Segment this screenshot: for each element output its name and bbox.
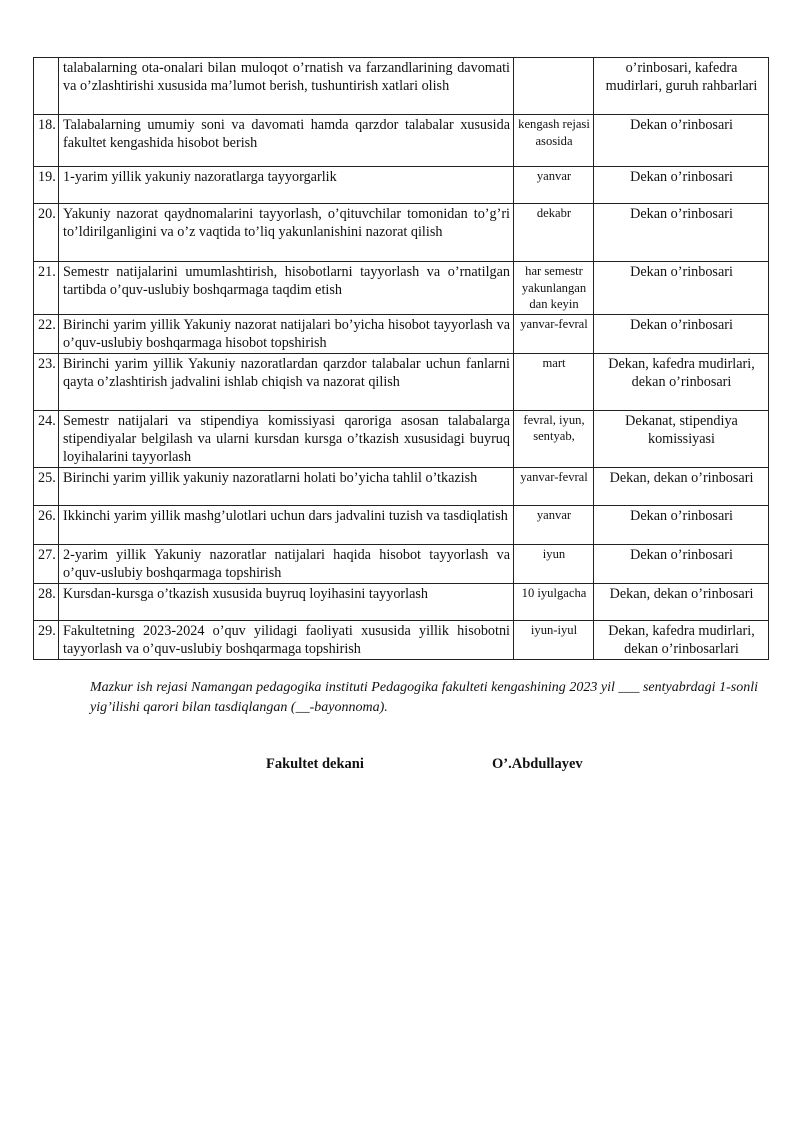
task-text: Ikkinchi yarim yillik mashg’ulotlari uchun dars jadvalini tuzish va tasdiqlatish bbox=[59, 505, 514, 544]
table-row bbox=[34, 167, 769, 204]
row-number: 28. bbox=[34, 583, 59, 620]
deadline: iyun-iyul bbox=[514, 620, 594, 659]
responsible: Dekan o’rinbosari bbox=[594, 262, 769, 315]
table-row bbox=[34, 262, 769, 315]
task-text: Semestr natijalari va stipendiya komissiyasi qaroriga asosan talabalarga stipendiyalar belgilash va ularni kursdan kursga o’tkazish xususidagi buyruq loyihalarini tayyorlash bbox=[59, 410, 514, 467]
responsible: Dekan o’rinbosari bbox=[594, 167, 769, 204]
row-number: 18. bbox=[34, 115, 59, 167]
responsible: Dekan o’rinbosari bbox=[594, 115, 769, 167]
task-text: Semestr natijalarini umumlashtirish, hisobotlarni tayyorlash va o’rnatilgan tartibda o’quv-uslubiy boshqarmaga taqdim etish bbox=[59, 262, 514, 315]
deadline: mart bbox=[514, 353, 594, 410]
responsible: Dekan, dekan o’rinbosari bbox=[594, 583, 769, 620]
responsible: Dekan, dekan o’rinbosari bbox=[594, 467, 769, 505]
table-row bbox=[34, 505, 769, 544]
work-plan-body bbox=[34, 58, 769, 660]
responsible: Dekan, kafedra mudirlari, dekan o’rinbosarlari bbox=[594, 620, 769, 659]
table-row bbox=[34, 314, 769, 353]
deadline: har semestr yakunlangan dan keyin bbox=[514, 262, 594, 315]
responsible: Dekan o’rinbosari bbox=[594, 204, 769, 262]
table-row bbox=[34, 410, 769, 467]
row-number: 20. bbox=[34, 204, 59, 262]
approval-note: Mazkur ish rejasi Namangan pedagogika instituti Pedagogika fakulteti kengashining 2023 yil ___ sentyabrdagi 1-sonli yig’ilishi qarori bilan tasdiqlangan (__-bayonnoma). bbox=[90, 680, 758, 715]
deadline: iyun bbox=[514, 544, 594, 583]
row-number: 25. bbox=[34, 467, 59, 505]
responsible: Dekan o’rinbosari bbox=[594, 544, 769, 583]
deadline: dekabr bbox=[514, 204, 594, 262]
table-row bbox=[34, 204, 769, 262]
task-text: Yakuniy nazorat qaydnomalarini tayyorlash, o’qituvchilar tomonidan to’g’ri to’ldirilganligini va o’z vaqtida to’liq yakunlanishini nazorat qilish bbox=[59, 204, 514, 262]
table-row bbox=[34, 583, 769, 620]
task-text: 1-yarim yillik yakuniy nazoratlarga tayyorgarlik bbox=[59, 167, 514, 204]
row-number bbox=[34, 58, 59, 115]
row-number: 27. bbox=[34, 544, 59, 583]
responsible: o’rinbosari, kafedra mudirlari, guruh rahbarlari bbox=[594, 58, 769, 115]
table-row bbox=[34, 115, 769, 167]
row-number: 23. bbox=[34, 353, 59, 410]
deadline: fevral, iyun, sentyab, bbox=[514, 410, 594, 467]
row-number: 22. bbox=[34, 314, 59, 353]
row-number: 26. bbox=[34, 505, 59, 544]
deadline: 10 iyulgacha bbox=[514, 583, 594, 620]
responsible: Dekan o’rinbosari bbox=[594, 314, 769, 353]
table-row bbox=[34, 544, 769, 583]
table-row bbox=[34, 467, 769, 505]
table-row bbox=[34, 58, 769, 115]
table-row bbox=[34, 620, 769, 659]
work-plan-table bbox=[33, 57, 769, 660]
task-text: talabalarning ota-onalari bilan muloqot o’rnatish va farzandlarining davomati va o’zlashtirishi xususida ma’lumot berish, tushuntirish xatlari olish bbox=[59, 58, 514, 115]
row-number: 29. bbox=[34, 620, 59, 659]
deadline: yanvar bbox=[514, 505, 594, 544]
task-text: 2-yarim yillik Yakuniy nazoratlar natijalari haqida hisobot tayyorlash va o’quv-uslubiy boshqarmaga topshirish bbox=[59, 544, 514, 583]
task-text: Birinchi yarim yillik Yakuniy nazoratlardan qarzdor talabalar uchun fanlarni qayta o’zlashtirish jadvalini ishlab chiqish va nazorat qilish bbox=[59, 353, 514, 410]
deadline: yanvar bbox=[514, 167, 594, 204]
responsible: Dekan o’rinbosari bbox=[594, 505, 769, 544]
responsible: Dekan, kafedra mudirlari, dekan o’rinbosari bbox=[594, 353, 769, 410]
row-number: 19. bbox=[34, 167, 59, 204]
task-text: Talabalarning umumiy soni va davomati hamda qarzdor talabalar xususida fakultet kengashida hisobot berish bbox=[59, 115, 514, 167]
row-number: 24. bbox=[34, 410, 59, 467]
task-text: Birinchi yarim yillik Yakuniy nazorat natijalari bo’yicha hisobot tayyorlash va o’quv-uslubiy boshqarmaga hisobot topshirish bbox=[59, 314, 514, 353]
responsible: Dekanat, stipendiya komissiyasi bbox=[594, 410, 769, 467]
signature-title: Fakultet dekani bbox=[266, 756, 364, 772]
table-row bbox=[34, 353, 769, 410]
deadline: kengash rejasi asosida bbox=[514, 115, 594, 167]
deadline: yanvar-fevral bbox=[514, 314, 594, 353]
task-text: Birinchi yarim yillik yakuniy nazoratlarni holati bo’yicha tahlil o’tkazish bbox=[59, 467, 514, 505]
signature-name: O’.Abdullayev bbox=[492, 756, 583, 772]
row-number: 21. bbox=[34, 262, 59, 315]
deadline bbox=[514, 58, 594, 115]
task-text: Fakultetning 2023-2024 o’quv yilidagi faoliyati xususida yillik hisobotni tayyorlash va o’quv-uslubiy boshqarmaga topshirish bbox=[59, 620, 514, 659]
task-text: Kursdan-kursga o’tkazish xususida buyruq loyihasini tayyorlash bbox=[59, 583, 514, 620]
deadline: yanvar-fevral bbox=[514, 467, 594, 505]
